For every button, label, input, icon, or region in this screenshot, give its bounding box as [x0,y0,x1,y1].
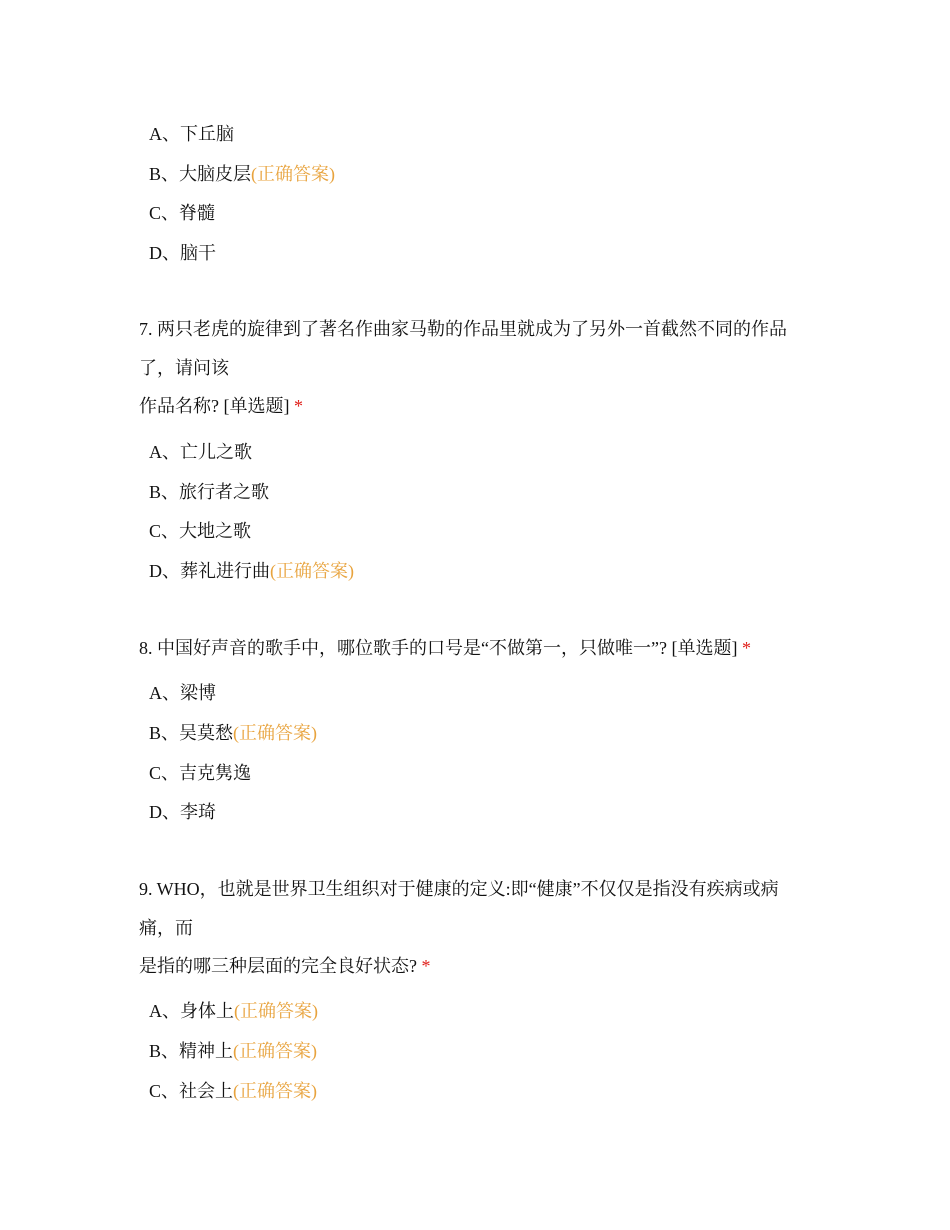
q9-option-c[interactable] [149,1078,317,1104]
option-label: B、旅行者之歌 [149,482,270,502]
correct-answer-marker: (正确答案) [251,164,336,184]
question-8-title: 8. 中国好声音的歌手中，哪位歌手的口号是“不做第一，只做唯一”? [单选题] [139,638,738,658]
correct-answer-marker: (正确答案) [270,561,354,581]
option-label: B、吴莫愁 [149,723,234,743]
correct-answer-marker: (正确答案) [233,1081,318,1101]
correct-answer-marker: (正确答案) [233,723,318,743]
q9-option-a[interactable] [149,998,318,1024]
q9-option-b[interactable] [149,1038,317,1064]
q6-option-d[interactable] [149,240,216,266]
correct-answer-marker: (正确答案) [234,1001,318,1021]
option-label: C、吉克隽逸 [149,763,252,783]
option-label: C、脊髓 [149,203,216,223]
q8-option-d[interactable] [149,799,216,825]
option-label: D、李琦 [149,802,216,822]
required-marker: * [741,638,751,658]
q7-option-d[interactable] [149,558,354,584]
q7-option-a[interactable] [149,439,252,465]
option-label: B、大脑皮层 [149,164,252,184]
option-label: A、下丘脑 [149,124,234,144]
option-label: D、葬礼进行曲 [149,561,270,581]
question-9-text-line-1: 9. WHO，也就是世界卫生组织对于健康的定义:即“健康”不仅仅是指没有疾病或病 [139,879,779,899]
question-9-text-line-3 [139,953,431,979]
question-7-text-line-3 [139,393,303,419]
question-9-text-line-2: 痛，而 [139,918,193,938]
option-label: B、精神上 [149,1041,234,1061]
option-label: A、亡儿之歌 [149,442,252,462]
option-label: D、脑干 [149,243,216,263]
q7-option-b[interactable] [149,479,269,505]
option-label: A、梁博 [149,683,216,703]
question-7-text-line-2: 了，请问该 [139,358,229,378]
correct-answer-marker: (正确答案) [233,1041,318,1061]
q6-option-c[interactable] [149,200,215,226]
option-label: A、身体上 [149,1001,234,1021]
required-marker: * [421,956,431,976]
q8-option-b[interactable] [149,720,317,746]
q7-option-c[interactable] [149,518,251,544]
required-marker: * [293,396,303,416]
question-7-text-line-1: 7. 两只老虎的旋律到了著名作曲家马勒的作品里就成为了另外一首截然不同的作品 [139,319,787,339]
question-7-title-end: 作品名称? [单选题] [139,396,290,416]
option-label: C、大地之歌 [149,521,252,541]
q8-option-c[interactable] [149,760,251,786]
question-8-text-line-1 [139,635,751,661]
option-label: C、社会上 [149,1081,234,1101]
question-9-title-end: 是指的哪三种层面的完全良好状态? [139,956,417,976]
q6-option-a[interactable] [149,121,234,147]
q8-option-a[interactable] [149,680,216,706]
q6-option-b[interactable] [149,161,335,187]
